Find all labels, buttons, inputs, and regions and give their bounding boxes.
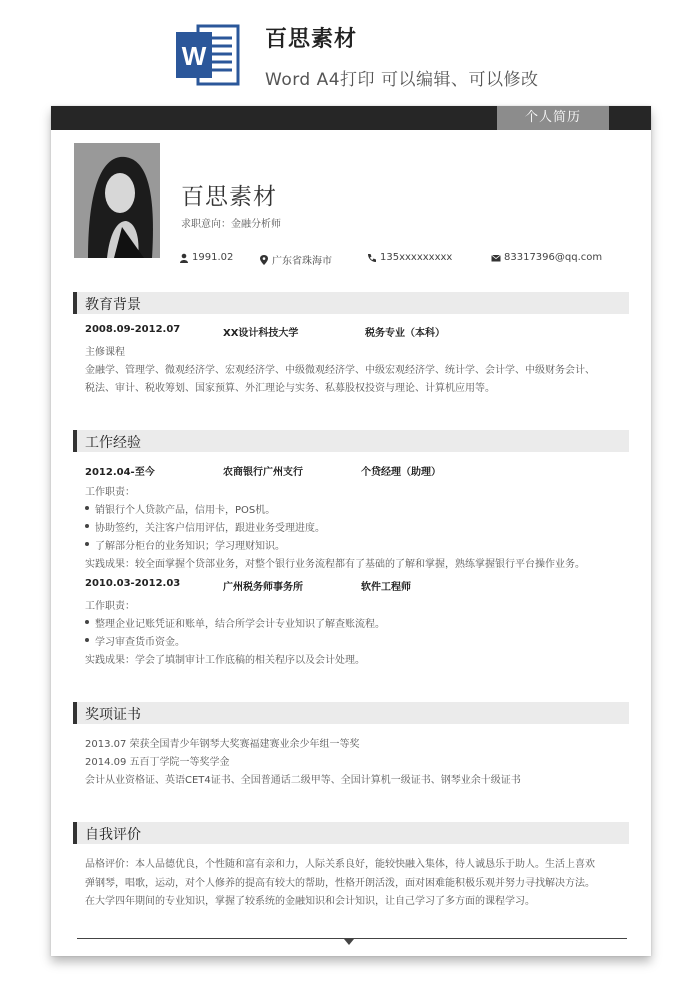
work-title: 个贷经理（助理） [361,467,441,478]
list-item: 了解部分柜台的业务知识；学习理财知识。 [89,537,285,552]
resume-tag: 个人简历 [497,106,609,130]
award-line: 2013.07 荣获全国青少年钢琴大奖赛福建赛业余少年组一等奖 [85,739,360,750]
work-duty-label: 工作职责： [85,487,135,498]
envelope-icon [491,253,501,263]
location-value: 广东省珠海市 [272,256,332,267]
self-line: 品格评价：本人品德优良，个性随和富有亲和力，人际关系良好，能较快融入集体，待人诚恳乐于助人。生活上喜欢 [85,859,595,870]
section-education [73,292,629,314]
brand-title: 百思素材 [265,27,358,52]
self-line: 弹钢琴，唱歌，运动，对个人修养的提高有较大的帮助，性格开朗活泼，面对困难能积极乐观并努力寻找解决方法。 [85,878,595,889]
work-result: 实践成果：学会了填制审计工作底稿的相关程序以及会计处理。 [85,655,365,666]
section-title: 奖项证书 [85,707,141,723]
work-company: 农商银行广州支行 [223,467,303,478]
email-info [491,252,602,263]
list-item: 协助签约，关注客户信用评估，跟进业务受理进度。 [89,519,325,534]
work-duty-label: 工作职责： [85,601,135,612]
candidate-name: 百思素材 [181,184,277,210]
list-item: 销银行个人贷款产品，信用卡，POS机。 [89,501,275,516]
self-line: 在大学四年期间的专业知识，掌握了较系统的金融知识和会计知识，让自己学习了多方面的课程学习。 [85,896,535,907]
profile-photo [74,143,160,258]
work-title: 软件工程师 [361,582,411,593]
bottom-triangle-icon [344,939,354,945]
edu-major: 税务专业（本科） [365,328,445,339]
list-item: 学习审查货币资金。 [89,633,185,648]
work-company: 广州税务师事务所 [223,582,303,593]
edu-school: XX设计科技大学 [223,328,299,339]
section-awards [73,702,629,724]
phone-info [367,252,452,263]
resume-sheet [51,106,651,956]
section-title: 工作经验 [85,435,141,451]
section-title: 教育背景 [85,297,141,313]
word-icon [176,22,240,88]
edu-courses-label: 主修课程 [85,347,125,358]
work-period: 2012.04-至今 [85,467,155,478]
section-work [73,430,629,452]
work-period: 2010.03-2012.03 [85,578,181,589]
award-line: 2014.09 五百丁学院一等奖学金 [85,757,230,768]
edu-courses-line-1: 金融学、管理学、微观经济学、宏观经济学、中级微观经济学、中级宏观经济学、统计学、会计学、中级财务会计、 [85,365,595,376]
award-line: 会计从业资格证、英语CET4证书、全国普通话二级甲等、全国计算机一级证书、钢琴业余十级证书 [85,775,521,786]
phone-icon [367,253,377,263]
edu-courses-line-2: 税法、审计、税收筹划、国家预算、外汇理论与实务、私募股权投资与理论、计算机应用等。 [85,383,495,394]
job-intent: 求职意向：金融分析师 [181,219,281,230]
list-item: 整理企业记账凭证和账单，结合所学会计专业知识了解查账流程。 [89,615,385,630]
svg-text:W: W [181,41,207,71]
birth-value: 1991.02 [192,252,234,263]
section-title: 自我评价 [85,827,141,843]
phone-value: 135xxxxxxxxx [380,252,453,263]
work-result: 实践成果：较全面掌握个贷部业务，对整个银行业务流程都有了基础的了解和掌握，熟练掌握银行平台操作业务。 [85,559,585,570]
person-icon [179,253,189,263]
location-pin-icon [259,255,269,265]
section-self [73,822,629,844]
email-value: 83317396@qq.com [504,252,603,263]
edu-period: 2008.09-2012.07 [85,324,181,335]
brand-subtitle: Word A4打印 可以编辑、可以修改 [265,70,539,90]
birth-info [179,252,233,263]
location-info [259,252,332,267]
